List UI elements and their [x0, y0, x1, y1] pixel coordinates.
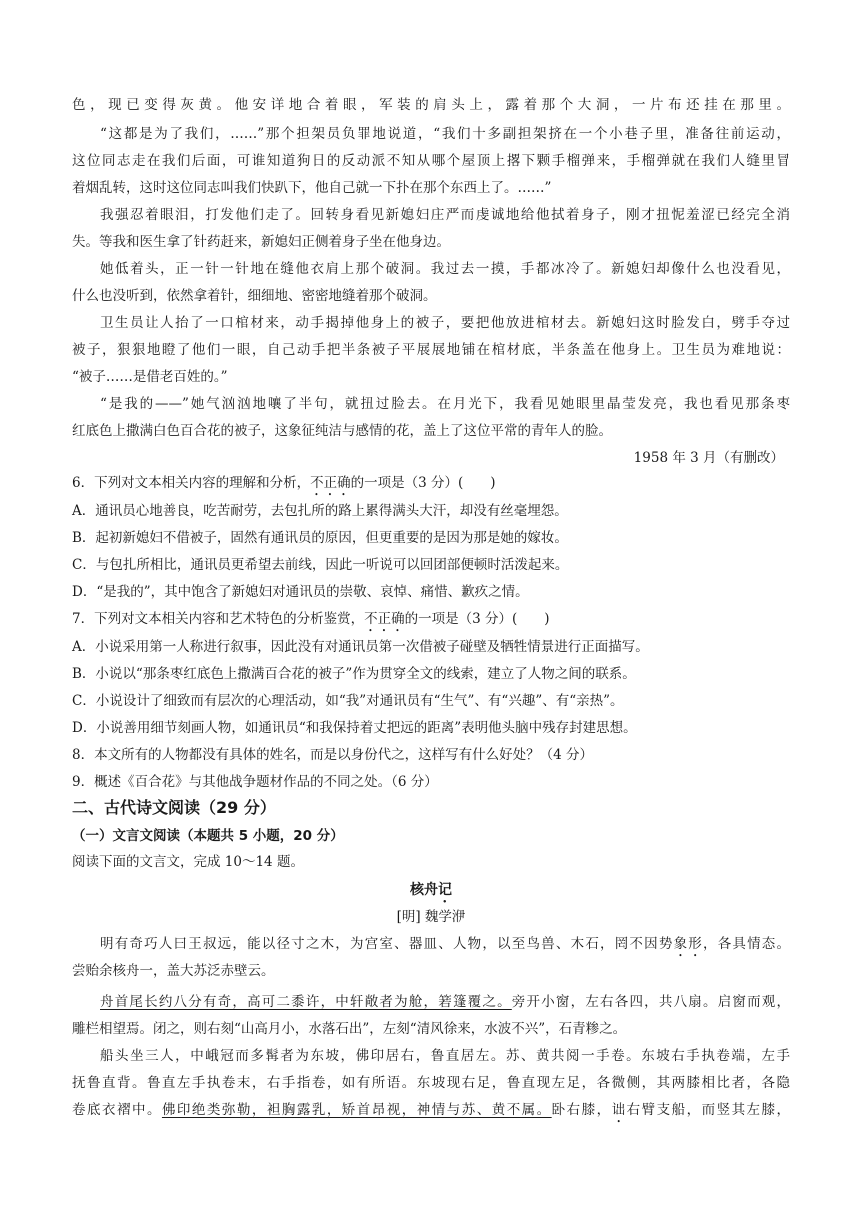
question-6-stem: 6．下列对文本相关内容的理解和分析，不正确的一项是（3 分）( )	[72, 475, 496, 491]
story-paragraph-5-line-3: “被子……是借老百姓的。”	[72, 369, 228, 385]
story-paragraph-3-line-2: 失。等我和医生拿了针药赶来，新媳妇正侧着身子坐在他身边。	[72, 234, 450, 250]
section-2-subheading: （一）文言文阅读（本题共 5 小题，20 分）	[72, 828, 344, 844]
classical-text-author: [明] 魏学洢	[396, 909, 466, 925]
classical-paragraph-1-line-1: 明有奇巧人曰王叔远，能以径寸之木，为宫室、器皿、人物，以至鸟兽、木石，罔不因势象形，各具情态。	[100, 936, 791, 952]
emphasis-mark: 诎	[611, 1102, 627, 1118]
story-date: 1958 年 3 月（有删改）	[633, 450, 784, 466]
story-paragraph-2-line-2: 这位同志走在我们后面，可谁知道狗日的反动派不知从哪个屋顶上撂下颗手榴弹来，手榴弹就在我们人缝里冒	[72, 153, 790, 169]
underlined-sentence: 佛印绝类弥勒，袒胸露乳，矫首昂视，神情与苏、黄不属。	[161, 1102, 552, 1118]
story-paragraph-3-line-1: 我强忍着眼泪，打发他们走了。回转身看见新媳妇庄严而虔诚地给他拭着身子，刚才扭怩羞涩已经完全消	[100, 207, 790, 223]
classical-text-title: 核舟记	[410, 882, 452, 898]
section-2-instruction: 阅读下面的文言文，完成 10～14 题。	[72, 854, 304, 870]
question-6-option-d: D．“是我的”，其中饱含了新媳妇对通讯员的崇敬、哀悼、痛惜、歉疚之情。	[72, 584, 529, 600]
question-7-option-b: B．小说以“那条枣红底色上撒满百合花的被子”作为贯穿全文的线索，建立了人物之间的联系。	[72, 666, 636, 682]
story-paragraph-4-line-2: 什么也没听到，依然拿着针，细细地、密密地缝着那个破洞。	[72, 288, 437, 304]
question-9: 9．概述《百合花》与其他战争题材作品的不同之处。（6 分）	[72, 774, 438, 790]
classical-paragraph-3-line-3: 卷底衣褶中。佛印绝类弥勒，袒胸露乳，矫首昂视，神情与苏、黄不属。卧右膝，诎右臂支船，而竖其左膝，	[72, 1102, 791, 1118]
story-paragraph-1: 色，现已变得灰黄。他安详地合着眼，军装的肩头上，露着那个大洞，一片布还挂在那里。	[72, 97, 790, 113]
story-paragraph-2-line-1: “这都是为了我们，……”那个担架员负罪地说道，“我们十多副担架挤在一个小巷子里，准备往前运动，	[100, 126, 790, 142]
emphasis-mark: 记	[438, 882, 452, 898]
underlined-sentence: 舟首尾长约八分有奇，高可二黍许，中轩敞者为舱，箬篷覆之。	[100, 994, 512, 1010]
classical-paragraph-1-line-2: 尝贻余核舟一，盖大苏泛赤壁云。	[72, 963, 275, 979]
classical-paragraph-3-line-2: 抚鲁直背。鲁直左手执卷末，右手指卷，如有所语。东坡现右足，鲁直现左足，各微侧，其两膝相比者，各隐	[72, 1075, 790, 1091]
classical-paragraph-3-line-1: 船头坐三人，中峨冠而多髯者为东坡，佛印居右，鲁直居左。苏、黄共阅一手卷。东坡右手执卷端，左手	[100, 1048, 790, 1064]
story-paragraph-5-line-1: 卫生员让人抬了一口棺材来，动手揭掉他身上的被子，要把他放进棺材去。新媳妇这时脸发白，劈手夺过	[100, 315, 790, 331]
question-6-option-a: A．通讯员心地善良，吃苦耐劳，去包扎所的路上累得满头大汗，却没有丝毫埋怨。	[72, 503, 568, 519]
story-paragraph-5-line-2: 被子，狠狠地瞪了他们一眼，自己动手把半条被子平展展地铺在棺材底，半条盖在他身上。卫生员为难地说：	[72, 342, 790, 358]
question-6-option-c: C．与包扎所相比，通讯员更希望去前线，因此一听说可以回团部便顿时活泼起来。	[72, 557, 569, 573]
question-7-option-c: C．小说设计了细致而有层次的心理活动，如“我”对通讯员有“生气”、有“兴趣”、有“亲热”。	[72, 693, 624, 709]
question-6-option-b: B．起初新媳妇不借被子，固然有通讯员的原因，但更重要的是因为那是她的嫁妆。	[72, 530, 568, 546]
story-paragraph-4-line-1: 她低着头，正一针一针地在缝他衣肩上那个破洞。我过去一摸，手都冰冷了。新媳妇却像什么也没看见，	[100, 261, 790, 277]
emphasis-mark: 不正确	[364, 611, 405, 627]
emphasis-mark: 象形	[673, 936, 703, 952]
classical-paragraph-2-line-1: 舟首尾长约八分有奇，高可二黍许，中轩敞者为舱，箬篷覆之。旁开小窗，左右各四，共八扇。启窗而观，	[100, 994, 791, 1010]
question-7-option-a: A．小说采用第一人称进行叙事，因此没有对通讯员第一次借被子碰壁及牺牲情景进行正面描写。	[72, 639, 649, 655]
classical-paragraph-2-line-2: 雕栏相望焉。闭之，则右刻“山高月小，水落石出”，左刻“清风徐来，水波不兴”，石青糁之。	[72, 1021, 627, 1037]
story-paragraph-6-line-2: 红底色上撒满白色百合花的被子，这象征纯洁与感情的花，盖上了这位平常的青年人的脸。	[72, 423, 612, 439]
story-paragraph-2-line-3: 着烟乱转，这时这位同志叫我们快趴下，他自己就一下扑在那个东西上了。……”	[72, 180, 552, 196]
question-7-option-d: D．小说善用细节刻画人物，如通讯员“和我保持着丈把远的距离”表明他头脑中残存封建思想。	[72, 720, 637, 736]
story-paragraph-6-line-1: “是我的——”她气汹汹地嚷了半句，就扭过脸去。在月光下，我看见她眼里晶莹发亮，我也看见那条枣	[100, 396, 790, 412]
emphasis-mark: 不正确	[310, 475, 351, 491]
question-8: 8．本文所有的人物都没有具体的姓名，而是以身份代之，这样写有什么好处？（4 分）	[72, 747, 593, 763]
section-2-heading: 二、古代诗文阅读（29 分）	[72, 798, 276, 817]
question-7-stem: 7．下列对文本相关内容和艺术特色的分析鉴赏，不正确的一项是（3 分）( )	[72, 611, 550, 627]
